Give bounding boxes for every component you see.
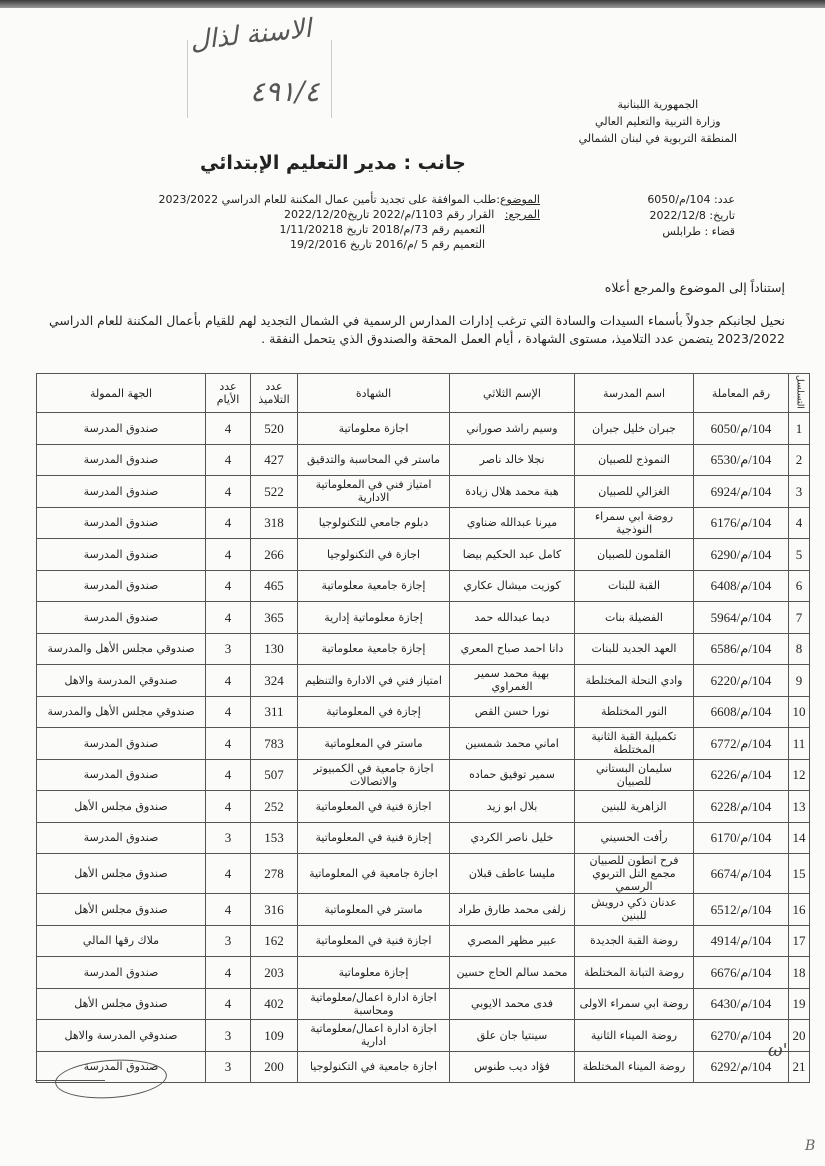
- body-paragraph: نحيل لجانبكم جدولاً بأسماء السيدات والسادة التي ترغب إدارات المدارس الرسمية في الشمال التجديد لهم للقيام بأعمال المكننة للعام الدراسي 2023/2022 يتضمن عدد التلاميذ، مستوى الشهادة ، أيام العمل المحقة والصندوق الذي يتحمل النفقة .: [48, 313, 785, 346]
- table-row: [37, 633, 810, 665]
- table-row: [37, 444, 810, 476]
- cell-degree: إجازة فنية في المعلوماتية: [298, 822, 450, 854]
- org-line-region: المنطقة التربوية في لبنان الشمالي: [578, 132, 737, 145]
- table-row: [37, 988, 810, 1020]
- cell-students: 324: [251, 665, 298, 697]
- header-days: عدد الأيام: [206, 374, 251, 413]
- org-line-republic: الجمهورية اللبنانية: [617, 98, 699, 111]
- cell-days: 4: [206, 854, 251, 894]
- cell-school: القبة للبنات: [575, 570, 694, 602]
- header-fund: الجهة الممولة: [37, 374, 206, 413]
- cell-serial: 12: [789, 759, 810, 791]
- cell-ref: 104/م/6170: [694, 822, 789, 854]
- cell-serial: 5: [789, 539, 810, 571]
- cell-school: روضة القبة الجديدة: [575, 925, 694, 957]
- cell-school: العهد الجديد للبنات: [575, 633, 694, 665]
- cell-school: الزاهرية للبنين: [575, 791, 694, 823]
- cell-school: روضة التبانة المختلطة: [575, 957, 694, 989]
- cell-name: نورا حسن القص: [450, 696, 575, 728]
- cell-serial: 9: [789, 665, 810, 697]
- doc-district: قضاء : طرابلس: [662, 225, 735, 238]
- doc-date-value: 2022/12/8: [649, 209, 706, 222]
- reference-2: التعميم رقم 73/م/2018 تاريخ 1/11/20218: [279, 223, 485, 236]
- cell-serial: 3: [789, 476, 810, 508]
- cell-degree: ماستر في المحاسبة والتدقيق: [298, 444, 450, 476]
- organization-header: [579, 96, 737, 147]
- cell-ref: 104/م/6228: [694, 791, 789, 823]
- cell-days: 4: [206, 696, 251, 728]
- table-row: [37, 696, 810, 728]
- cell-fund: صندوق المدرسة: [37, 602, 206, 634]
- cell-school: رأفت الحسيني: [575, 822, 694, 854]
- table-row: [37, 957, 810, 989]
- cell-days: 3: [206, 822, 251, 854]
- cell-serial: 17: [789, 925, 810, 957]
- cell-serial: 15: [789, 854, 810, 894]
- cell-students: 153: [251, 822, 298, 854]
- cell-ref: 104/م/6772: [694, 728, 789, 760]
- org-line-ministry: وزارة التربية والتعليم العالي: [595, 115, 721, 128]
- cell-degree: ماستر في المعلوماتية: [298, 894, 450, 926]
- cell-degree: اجازة فنية في المعلوماتية: [298, 791, 450, 823]
- cell-serial: 19: [789, 988, 810, 1020]
- document-meta: [647, 192, 735, 240]
- cell-students: 507: [251, 759, 298, 791]
- cell-days: 4: [206, 539, 251, 571]
- handwritten-note: الاسنة لذال: [188, 13, 313, 57]
- cell-days: 4: [206, 728, 251, 760]
- cell-ref: 104/م/6674: [694, 854, 789, 894]
- cell-ref: 104/م/6608: [694, 696, 789, 728]
- cell-degree: اجازة فنية في المعلوماتية: [298, 925, 450, 957]
- table-row: [37, 854, 810, 894]
- cell-degree: إجازة معلوماتية إدارية: [298, 602, 450, 634]
- cell-fund: صندوق المدرسة: [37, 476, 206, 508]
- cell-degree: ماستر في المعلوماتية: [298, 728, 450, 760]
- table-row: [37, 539, 810, 571]
- reference-label: المرجع:: [504, 208, 540, 221]
- cell-name: بلال ابو زيد: [450, 791, 575, 823]
- cell-school: روضة الميناء الثانية: [575, 1020, 694, 1052]
- intro-line: إستناداً إلى الموضوع والمرجع أعلاه: [604, 280, 785, 295]
- table-row: [37, 1020, 810, 1052]
- cell-days: 4: [206, 791, 251, 823]
- cell-degree: إجازة معلوماتية: [298, 957, 450, 989]
- cell-degree: إجازة جامعية معلوماتية: [298, 633, 450, 665]
- cell-name: نجلا خالد ناصر: [450, 444, 575, 476]
- cell-fund: صندوق المدرسة: [37, 728, 206, 760]
- header-degree: الشهادة: [298, 374, 450, 413]
- cell-serial: 7: [789, 602, 810, 634]
- cell-school: جبران خليل جبران: [575, 413, 694, 445]
- cell-serial: 14: [789, 822, 810, 854]
- cell-days: 3: [206, 1020, 251, 1052]
- header-school: اسم المدرسة: [575, 374, 694, 413]
- cell-ref: 104/م/6226: [694, 759, 789, 791]
- cell-ref: 104/م/4914: [694, 925, 789, 957]
- table-row: [37, 822, 810, 854]
- cell-fund: ملاك رقها المالي: [37, 925, 206, 957]
- cell-days: 3: [206, 925, 251, 957]
- cell-students: 316: [251, 894, 298, 926]
- cell-students: 109: [251, 1020, 298, 1052]
- cell-name: اماني محمد شمسين: [450, 728, 575, 760]
- cell-ref: 104/م/6050: [694, 413, 789, 445]
- cell-serial: 16: [789, 894, 810, 926]
- cell-ref: 104/م/5964: [694, 602, 789, 634]
- cell-students: 203: [251, 957, 298, 989]
- cell-name: سينتيا جان علق: [450, 1020, 575, 1052]
- cell-serial: 11: [789, 728, 810, 760]
- table-row: [37, 894, 810, 926]
- cell-degree: امتياز فني في الادارة والتنظيم: [298, 665, 450, 697]
- doc-number-value: 104/م/6050: [647, 193, 711, 206]
- cell-fund: صندوقي المدرسة والاهل: [37, 1020, 206, 1052]
- cell-students: 266: [251, 539, 298, 571]
- cell-days: 4: [206, 602, 251, 634]
- cell-students: 162: [251, 925, 298, 957]
- cell-students: 522: [251, 476, 298, 508]
- cell-students: 130: [251, 633, 298, 665]
- staff-table: [36, 373, 810, 1083]
- cell-fund: صندوقي المدرسة والاهل: [37, 665, 206, 697]
- cell-degree: اجازة ادارة اعمال/معلوماتية ادارية: [298, 1020, 450, 1052]
- cell-name: وسيم راشد صوراني: [450, 413, 575, 445]
- doc-date: [647, 208, 735, 224]
- doc-number-label: عدد:: [714, 193, 735, 206]
- cell-name: زلفى محمد طارق طراد: [450, 894, 575, 926]
- cell-fund: صندوق المدرسة: [37, 539, 206, 571]
- cell-serial: 21: [789, 1051, 810, 1083]
- cell-students: 365: [251, 602, 298, 634]
- cell-students: 252: [251, 791, 298, 823]
- cell-ref: 104/م/6512: [694, 894, 789, 926]
- cell-school: الغزالي للصبيان: [575, 476, 694, 508]
- cell-school: القلمون للصبيان: [575, 539, 694, 571]
- cell-school: روضة ابي سمراء الاولى: [575, 988, 694, 1020]
- cell-students: 402: [251, 988, 298, 1020]
- cell-name: مليسا عاطف قبلان: [450, 854, 575, 894]
- table-row: [37, 602, 810, 634]
- cell-serial: 20: [789, 1020, 810, 1052]
- cell-school: فرح انطون للصبيان مجمع التل التربوي الرسمي: [575, 854, 694, 894]
- cell-degree: اجازة ادارة اعمال/معلوماتية ومحاسبة: [298, 988, 450, 1020]
- cell-degree: اجازة معلوماتية: [298, 413, 450, 445]
- cell-fund: صندوق المدرسة: [37, 570, 206, 602]
- cell-degree: إجازة جامعية معلوماتية: [298, 570, 450, 602]
- cell-degree: اجازة في التكنولوجيا: [298, 539, 450, 571]
- header-name: الإسم الثلاثي: [450, 374, 575, 413]
- cell-serial: 6: [789, 570, 810, 602]
- cell-name: محمد سالم الحاج حسين: [450, 957, 575, 989]
- header-students: عدد التلاميذ: [251, 374, 298, 413]
- cell-serial: 8: [789, 633, 810, 665]
- cell-name: سمير توفيق حماده: [450, 759, 575, 791]
- cell-serial: 10: [789, 696, 810, 728]
- cell-days: 4: [206, 507, 251, 539]
- cell-school: روضة ابي سمراء النوذجية: [575, 507, 694, 539]
- cell-school: النور المختلطة: [575, 696, 694, 728]
- cell-fund: صندوقي مجلس الأهل والمدرسة: [37, 696, 206, 728]
- header-serial: التسلسل: [789, 374, 810, 413]
- table-row: [37, 570, 810, 602]
- cell-days: 4: [206, 957, 251, 989]
- cell-ref: 104/م/6430: [694, 988, 789, 1020]
- subject-block: [100, 192, 540, 252]
- cell-students: 278: [251, 854, 298, 894]
- handwritten-initial: ω': [768, 1040, 788, 1061]
- cell-serial: 2: [789, 444, 810, 476]
- cell-degree: اجازة جامعية في الكمبيوتر والاتصالات: [298, 759, 450, 791]
- table-row: [37, 791, 810, 823]
- cell-fund: صندوق المدرسة: [37, 759, 206, 791]
- cell-days: 4: [206, 570, 251, 602]
- cell-students: 465: [251, 570, 298, 602]
- cell-fund: صندوق مجلس الأهل: [37, 791, 206, 823]
- table-header-row: [37, 374, 810, 413]
- doc-number: [647, 192, 735, 208]
- cell-name: فدى محمد الايوبي: [450, 988, 575, 1020]
- signature-stroke: [35, 1080, 105, 1081]
- cell-degree: اجازة جامعية في المعلوماتية: [298, 854, 450, 894]
- table-row: [37, 476, 810, 508]
- cell-degree: اجازة جامعية في التكنولوجيا: [298, 1051, 450, 1083]
- cell-ref: 104/م/6220: [694, 665, 789, 697]
- cell-fund: صندوق المدرسة: [37, 444, 206, 476]
- cell-name: كوزيت ميشال عكاري: [450, 570, 575, 602]
- cell-ref: 104/م/6408: [694, 570, 789, 602]
- cell-name: عبير مظهر المصري: [450, 925, 575, 957]
- cell-name: بهية محمد سمير الغمراوي: [450, 665, 575, 697]
- cell-name: دانا احمد صباح المعري: [450, 633, 575, 665]
- scan-edge: [0, 0, 825, 8]
- cell-ref: 104/م/6290: [694, 539, 789, 571]
- subject-label: الموضوع: [499, 193, 540, 206]
- cell-ref: 104/م/6924: [694, 476, 789, 508]
- cell-fund: صندوقي مجلس الأهل والمدرسة: [37, 633, 206, 665]
- cell-name: ميرنا عبدالله ضناوي: [450, 507, 575, 539]
- table-row: [37, 507, 810, 539]
- cell-fund: صندوق المدرسة: [37, 957, 206, 989]
- table-row: [37, 925, 810, 957]
- cell-serial: 4: [789, 507, 810, 539]
- table-row: [37, 728, 810, 760]
- cell-name: خليل ناصر الكردي: [450, 822, 575, 854]
- cell-fund: صندوق مجلس الأهل: [37, 894, 206, 926]
- cell-days: 3: [206, 633, 251, 665]
- cell-ref: 104/م/6586: [694, 633, 789, 665]
- addressee-title: جانب : مدير التعليم الإبتدائي: [200, 152, 466, 174]
- cell-school: وادي النحلة المختلطة: [575, 665, 694, 697]
- reference-line: [100, 207, 540, 222]
- cell-students: 520: [251, 413, 298, 445]
- cell-students: 427: [251, 444, 298, 476]
- table-row: [37, 759, 810, 791]
- cell-days: 4: [206, 988, 251, 1020]
- cell-ref: 104/م/6530: [694, 444, 789, 476]
- table-row: [37, 665, 810, 697]
- table-row: [37, 413, 810, 445]
- cell-school: عدنان ذكي درويش للبنين: [575, 894, 694, 926]
- cell-students: 783: [251, 728, 298, 760]
- cell-fund: صندوق المدرسة: [37, 1051, 206, 1083]
- cell-fund: صندوق المدرسة: [37, 507, 206, 539]
- cell-name: ديما عبدالله حمد: [450, 602, 575, 634]
- cell-days: 4: [206, 413, 251, 445]
- cell-days: 4: [206, 665, 251, 697]
- cell-ref: 104/م/6676: [694, 957, 789, 989]
- cell-days: 4: [206, 759, 251, 791]
- cell-school: روضة الميناء المختلطة: [575, 1051, 694, 1083]
- subject-text: :طلب الموافقة على تجديد تأمين عمال المكننة للعام الدراسي 2023/2022: [158, 193, 500, 206]
- cell-school: تكميلية القبة الثانية المختلطة: [575, 728, 694, 760]
- cell-days: 4: [206, 894, 251, 926]
- cell-name: كامل عبد الحكيم بيضا: [450, 539, 575, 571]
- cell-serial: 13: [789, 791, 810, 823]
- cell-serial: 1: [789, 413, 810, 445]
- cell-fund: صندوق مجلس الأهل: [37, 988, 206, 1020]
- doc-date-label: تاريخ:: [709, 209, 735, 222]
- cell-students: 318: [251, 507, 298, 539]
- header-ref: رقم المعاملة: [694, 374, 789, 413]
- cell-fund: صندوق المدرسة: [37, 413, 206, 445]
- handwritten-registry-number: ٤٩١/٤: [250, 75, 320, 108]
- cell-fund: صندوق المدرسة: [37, 822, 206, 854]
- cell-days: 3: [206, 1051, 251, 1083]
- subject-line: [100, 192, 540, 207]
- cell-ref: 104/م/6176: [694, 507, 789, 539]
- cell-school: النموذج للصبيان: [575, 444, 694, 476]
- cell-name: هبة محمد هلال زيادة: [450, 476, 575, 508]
- cell-students: 311: [251, 696, 298, 728]
- cell-serial: 18: [789, 957, 810, 989]
- cell-days: 4: [206, 444, 251, 476]
- cell-name: فؤاد ديب طنوس: [450, 1051, 575, 1083]
- cell-degree: دبلوم جامعي للتكنولوجيا: [298, 507, 450, 539]
- reference-1: القرار رقم 1103/م/2022 تاريخ2022/12/20: [283, 208, 495, 221]
- cell-ref: 104/م/6292: [694, 1051, 789, 1083]
- cell-students: 200: [251, 1051, 298, 1083]
- reference-3: التعميم رقم 5 /م/2016 تاريخ 19/2/2016: [290, 238, 485, 251]
- cell-school: الفضيلة بنات: [575, 602, 694, 634]
- cell-ref: 104/م/6270: [694, 1020, 789, 1052]
- page-mark: B: [805, 1138, 816, 1154]
- cell-degree: امتياز فني في المعلوماتية الادارية: [298, 476, 450, 508]
- cell-fund: صندوق مجلس الأهل: [37, 854, 206, 894]
- cell-degree: إجازة في المعلوماتية: [298, 696, 450, 728]
- cell-school: سليمان البستاني للصبيان: [575, 759, 694, 791]
- cell-days: 4: [206, 476, 251, 508]
